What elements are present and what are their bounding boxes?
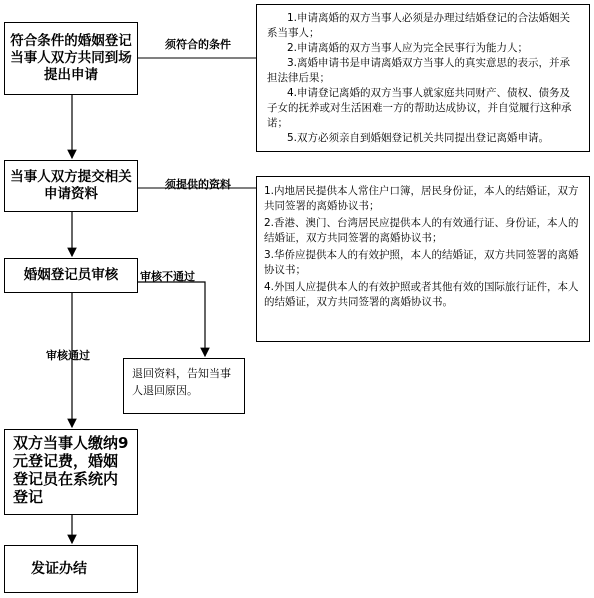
material-item: 3.华侨应提供本人的有效护照，本人的结婚证，双方共同签署的离婚协议书； xyxy=(264,249,579,276)
condition-item: 2.申请离婚的双方当事人应为完全民事行为能力人； xyxy=(286,42,528,54)
condition-item: 4.申请登记离婚的双方当事人就家庭共同财产、债权、债务及子女的抚养或对生活困难一方的帮助达成协议，并自觉履行这种承诺； xyxy=(267,87,572,129)
label-fail: 审核不通过 xyxy=(140,270,195,283)
step-review xyxy=(4,258,138,293)
step-submit-text: 当事人双方提交相关申请资料 xyxy=(10,169,132,202)
step-finish xyxy=(4,545,138,593)
label-materials: 须提供的资料 xyxy=(165,178,231,191)
step-submit xyxy=(4,160,138,212)
condition-item: 1.申请离婚的双方当事人必须是办理过结婚登记的合法婚姻关系当事人； xyxy=(267,12,570,39)
step-finish-text: 发证办结 xyxy=(31,560,87,577)
step-register xyxy=(4,429,138,515)
conditions-box xyxy=(256,4,590,152)
step-review-text: 婚姻登记员审核 xyxy=(23,267,119,283)
material-item: 4.外国人应提供本人的有效护照或者其他有效的国际旅行证件，本人的结婚证，双方共同签署的离婚协议书。 xyxy=(264,281,579,308)
reject-box xyxy=(123,358,245,414)
step-apply-text: 符合条件的婚姻登记当事人双方共同到场提出申请 xyxy=(10,33,132,83)
step-register-text: 双方当事人缴纳9元登记费，婚姻登记员在系统内登记 xyxy=(13,434,129,506)
material-item: 1.内地居民提供本人常住户口簿，居民身份证，本人的结婚证，双方共同签署的离婚协议书； xyxy=(264,185,579,212)
step-apply xyxy=(4,22,138,95)
arrow-reject xyxy=(138,282,205,356)
label-pass: 审核通过 xyxy=(46,349,90,362)
condition-item: 5.双方必须亲自到婚姻登记机关共同提出登记离婚申请。 xyxy=(286,132,549,144)
material-item: 2.香港、澳门、台湾居民应提供本人的有效通行证、身份证，本人的结婚证，双方共同签署的离婚协议书； xyxy=(264,217,579,244)
reject-text: 退回资料，告知当事人退回原因。 xyxy=(132,367,231,397)
condition-item: 3.离婚申请书是申请离婚双方当事人的真实意思的表示，并承担法律后果； xyxy=(267,57,570,84)
materials-box xyxy=(256,176,590,342)
label-conditions: 须符合的条件 xyxy=(165,38,231,51)
